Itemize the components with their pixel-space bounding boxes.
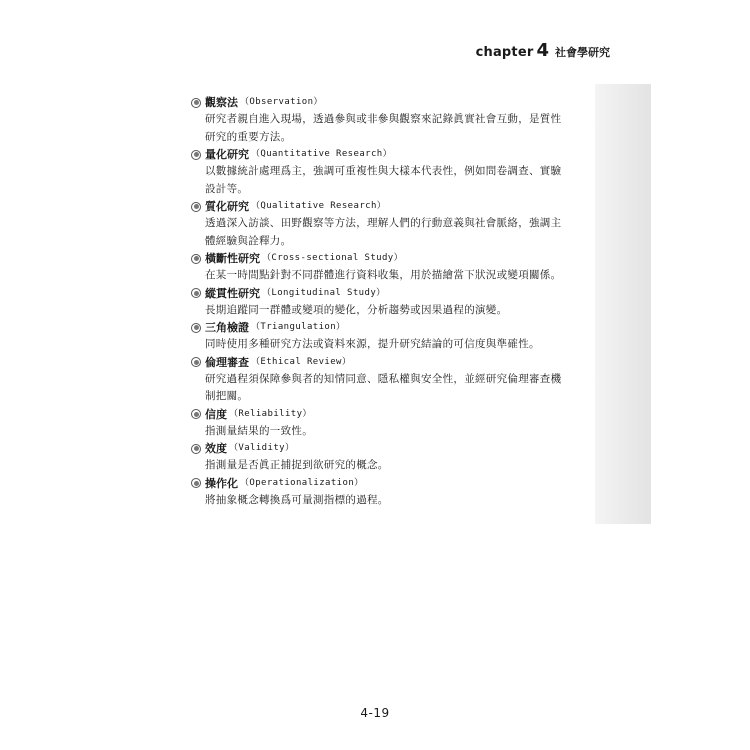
glossary-entry-reliability [190,406,590,441]
term-en: （Ethical Review） [251,356,352,367]
double-circle-bullet-icon [190,201,202,213]
term-en: （Observation） [240,97,323,107]
glossary-entry-qualitative [190,198,590,250]
double-circle-bullet-icon [190,443,202,455]
term-en: （Quantitative Research） [251,149,392,159]
term-line [190,319,590,336]
term-line [190,440,590,457]
side-tab-band [595,84,651,524]
chapter-title: 社會學研究 [555,46,610,59]
glossary-entry-observation [190,94,590,146]
term-zh: 縱貫性研究 [205,286,260,300]
term-description: 研究過程須保障參與者的知情同意、隱私權與安全性，並經研究倫理審查機 制把關。 [205,372,562,402]
double-circle-bullet-icon [190,408,202,420]
term-line [190,354,590,371]
term-description: 將抽象概念轉換爲可量測指標的過程。 [205,493,389,506]
page-number: 4-19 [360,706,390,720]
term-en: （Validity） [229,443,295,453]
term-description: 指測量結果的一致性。 [205,424,313,437]
glossary-entry-longitudinal [190,285,590,320]
double-circle-bullet-icon [190,287,202,299]
term-description: 研究者親自進入現場，透過參與或非參與觀察來記錄眞實社會互動，是質性 研究的重要方法。 [205,113,562,143]
term-description: 指測量是否眞正捕捉到欲研究的概念。 [205,459,389,471]
double-circle-bullet-icon [190,253,202,265]
term-line [190,198,590,215]
double-circle-bullet-icon [190,322,202,334]
term-zh: 信度 [205,407,227,421]
term-zh: 效度 [205,442,227,455]
glossary-entry-quantitative [190,146,590,198]
chapter-header [476,40,610,61]
double-circle-bullet-icon [190,97,202,109]
term-line [190,285,590,302]
term-zh: 觀察法 [205,96,238,109]
term-en: （Triangulation） [251,322,346,332]
glossary-entry-ethical-review [190,354,590,406]
term-zh: 三角檢證 [205,321,249,334]
term-zh: 倫理審查 [205,355,249,369]
term-line [190,94,590,111]
term-line [190,406,590,423]
term-zh: 質化研究 [205,200,249,213]
term-zh: 量化研究 [205,148,249,161]
term-zh: 操作化 [205,476,238,490]
double-circle-bullet-icon [190,356,202,368]
term-line [190,475,590,492]
chapter-number: 4 [536,40,549,61]
glossary-entry-operationalization [190,475,590,510]
term-description: 在某一時間點針對不同群體進行資料收集，用於描繪當下狀況或變項關係。 [205,269,562,281]
term-line [190,250,590,267]
chapter-word: chapter [475,45,534,60]
term-description: 同時使用多種研究方法或資料來源，提升研究結論的可信度與準確性。 [205,338,540,350]
term-zh: 橫斷性研究 [205,252,260,265]
glossary-entry-cross-sectional [190,250,590,285]
glossary-entry-validity [190,440,590,475]
term-en: （Reliability） [229,408,312,419]
term-description: 以數據統計處理爲主，強調可重複性與大樣本代表性，例如問卷調查、實驗 設計等。 [205,165,562,195]
term-en: （Longitudinal Study） [262,287,386,298]
double-circle-bullet-icon [190,477,202,489]
term-description: 透過深入訪談、田野觀察等方法，理解人們的行動意義與社會脈絡，強調主 體經驗與詮釋力。 [205,217,562,247]
glossary-entry-triangulation [190,319,590,354]
double-circle-bullet-icon [190,149,202,161]
term-en: （Operationalization） [240,477,364,488]
term-description: 長期追蹤同一群體或變項的變化，分析趨勢或因果過程的演變。 [205,303,508,316]
term-en: （Cross-sectional Study） [262,253,403,263]
glossary-list [190,94,590,509]
term-line [190,146,590,163]
term-en: （Qualitative Research） [251,201,387,211]
